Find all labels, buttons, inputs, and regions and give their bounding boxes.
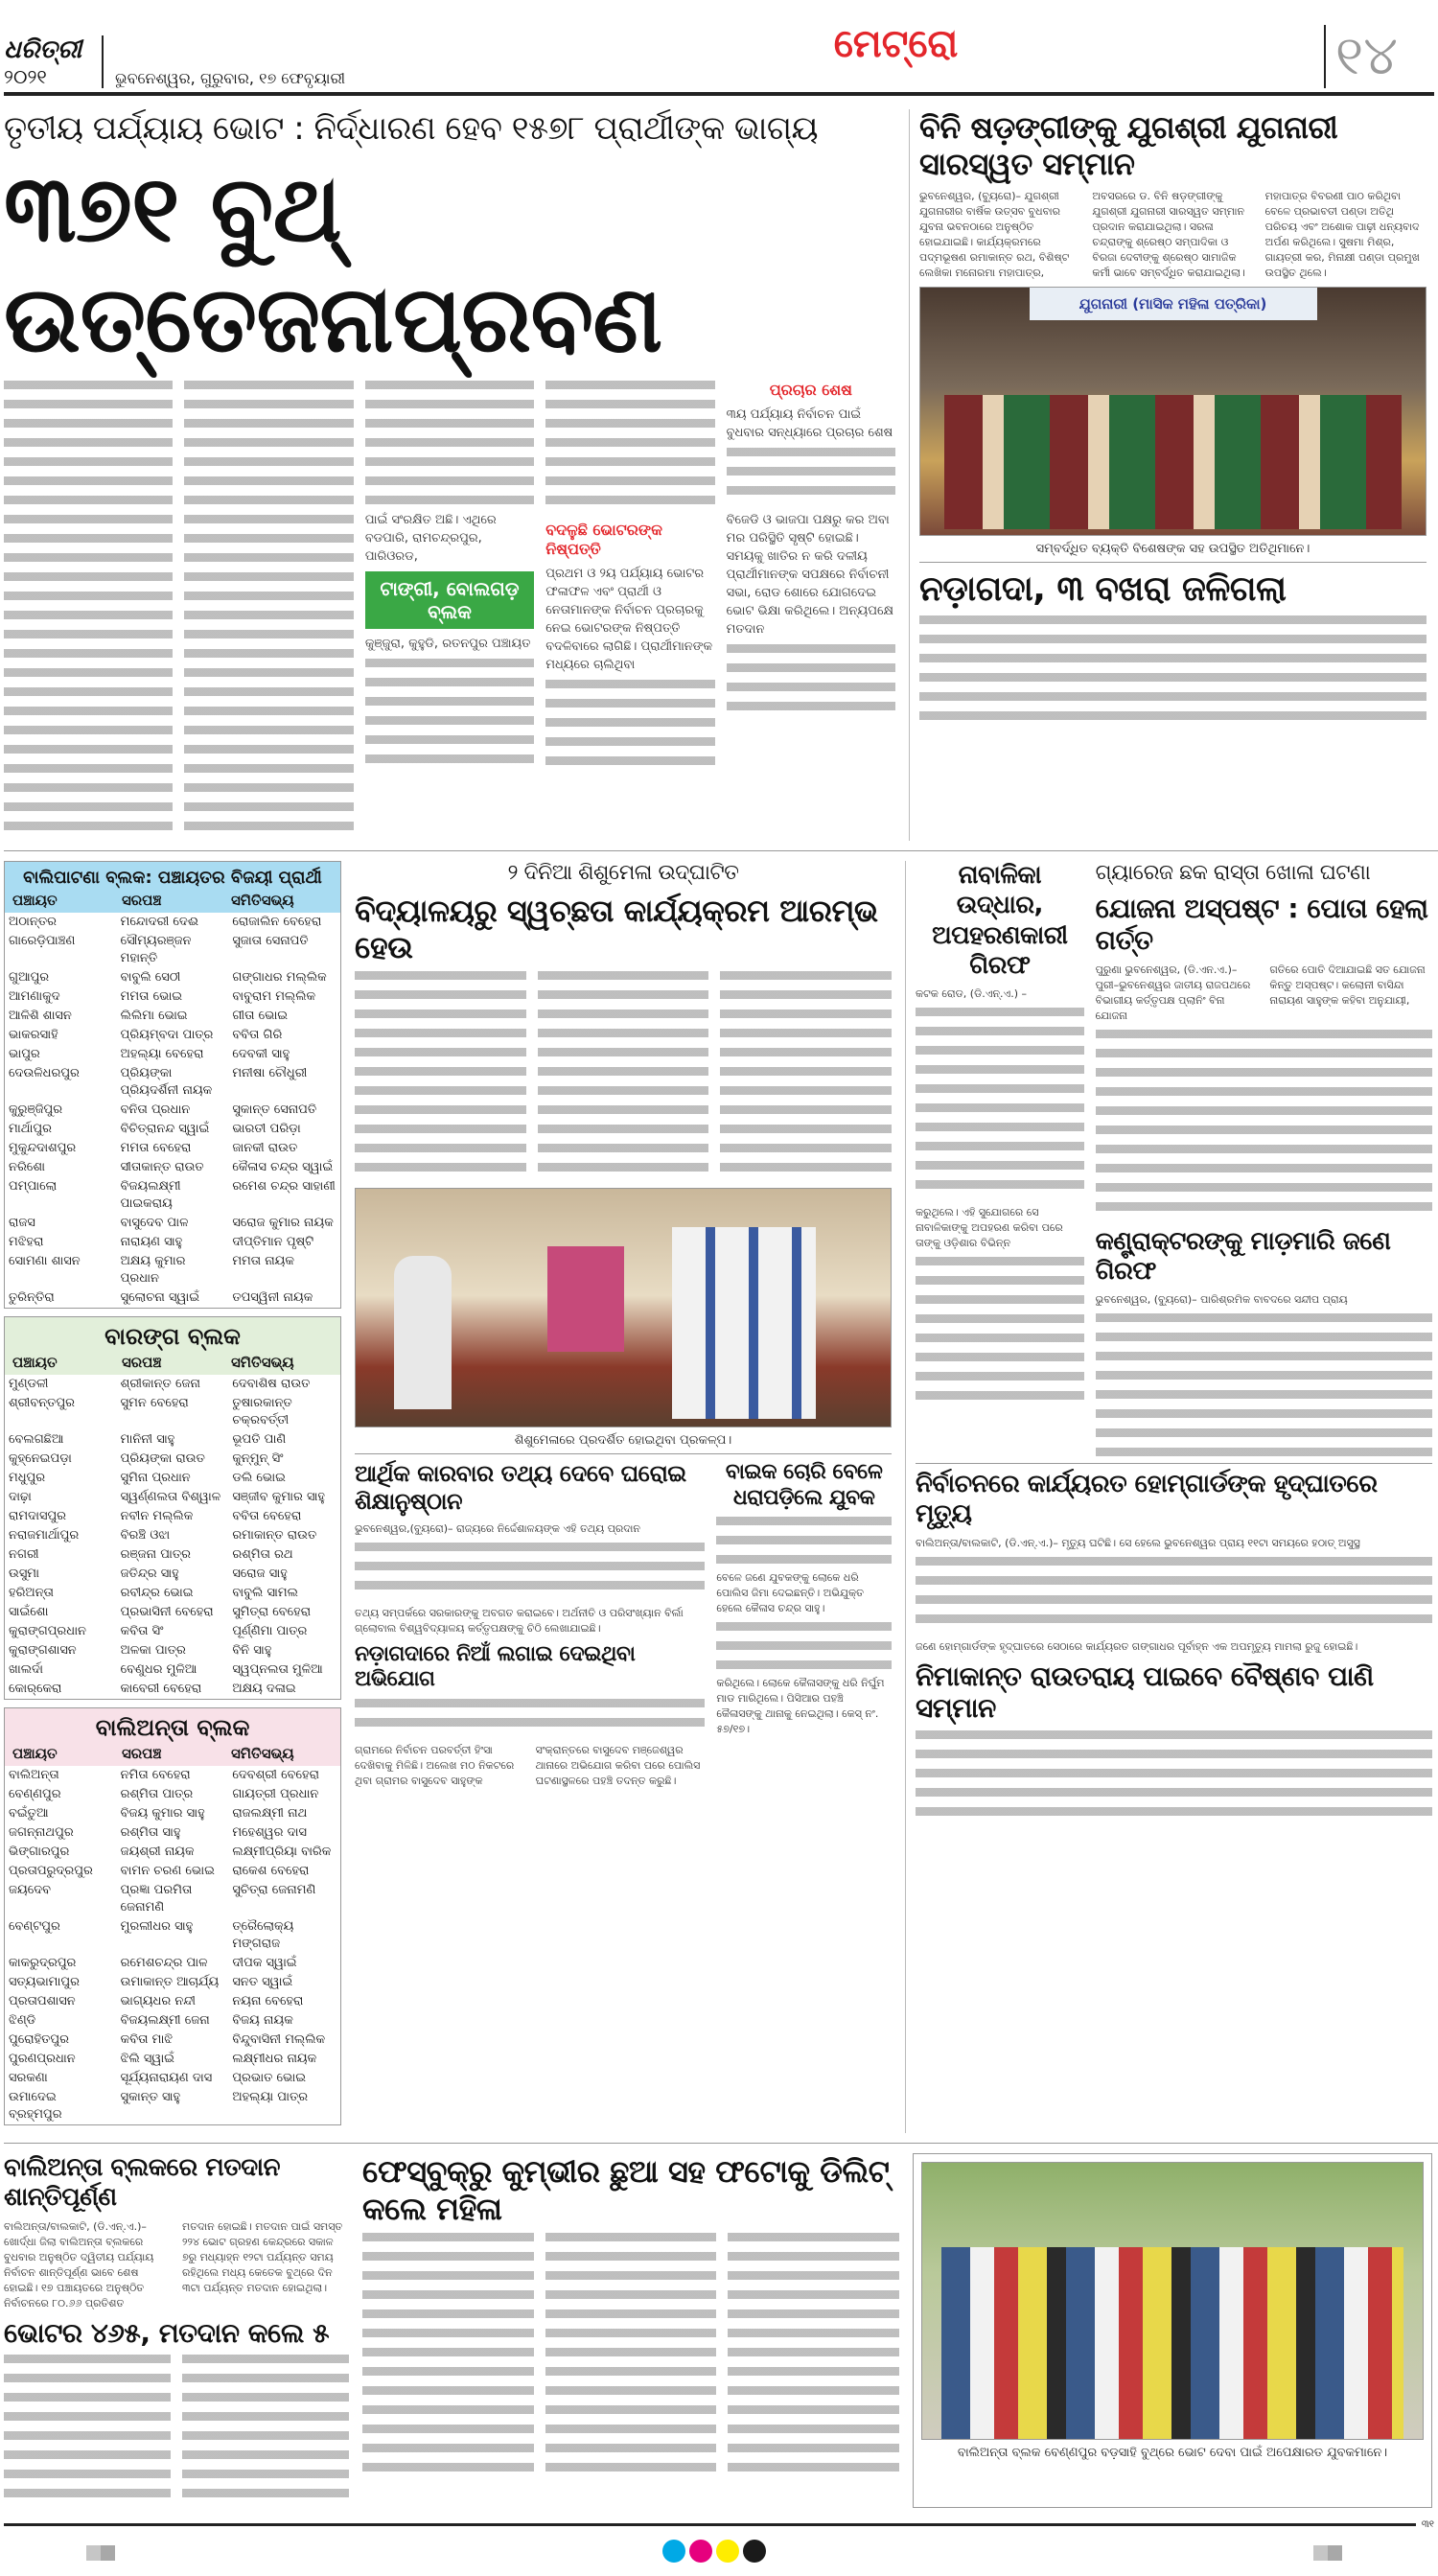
table-cell: ବଇଁତୁଆ bbox=[9, 1806, 49, 1822]
table-cell: ପ୍ରଜ୍ଞା ପରମିତା ଜେନାମଣି bbox=[120, 1883, 193, 1915]
column-header: ପଞ୍ଚାୟତ bbox=[12, 1354, 58, 1372]
table-cell: ଗାରେଡ଼ିପାଞ୍ଚଣ bbox=[9, 934, 76, 949]
table-cell: ଶ୍ରୀବନ୍ତପୁର bbox=[9, 1396, 76, 1411]
table-row bbox=[5, 1007, 340, 1026]
table-cell: ସୁମନ ବେହେରା bbox=[120, 1396, 189, 1411]
contractor-lead: ଭୁବନେଶ୍ୱର, (ବ୍ୟୁରୋ)– ପାରିଶ୍ରମିକ ବାବଦରେ ସନ୍ଦୀପ ପ୍ରାୟ bbox=[1095, 1293, 1348, 1307]
voters-photo-caption: ବାଲିଅନ୍ତା ବ୍ଲକ ବେଣ୍ଣପୁର ବଡ଼ସାହି ବୁଥ୍‌ରେ ଭୋଟ ଦେବା ପାଇଁ ଅପେକ୍ଷାରତ ଯୁବକମାନେ। bbox=[957, 2446, 1388, 2461]
award-story bbox=[909, 109, 1426, 841]
lead-paragraph: କୁଞ୍ଜୁରା, କୁହୁଡି, ରତନପୁର ପଞ୍ଚାୟତ bbox=[364, 637, 531, 652]
table-cell: ଦେବାଶିଷ ରାଉତ bbox=[232, 1377, 311, 1392]
table-row bbox=[5, 1252, 340, 1288]
table-row bbox=[5, 1488, 340, 1507]
bike-headline: ବାଇକ ଚୋରି ବେଳେ ଧରାପଡ଼ିଲେ ଯୁବକ bbox=[725, 1460, 883, 1510]
table-row bbox=[5, 1584, 340, 1603]
table-row bbox=[5, 2069, 340, 2088]
table-cell: ଅହଲ୍ୟା ବେହେରା bbox=[120, 1047, 204, 1062]
table-cell: ରମେଶଚନ୍ଦ୍ର ପାଳ bbox=[120, 1956, 208, 1971]
table-cell: ବିଜୟଲକ୍ଷ୍ମୀ ଜେନା bbox=[120, 2013, 210, 2029]
table-cell: ବିଜୟ ନାୟକ bbox=[232, 2013, 293, 2029]
table-row bbox=[5, 1917, 340, 1954]
table-cell: ରଶ୍ମିତା ପାତ୍ର bbox=[120, 1787, 194, 1802]
road-headline: ଯୋଜନା ଅସ୍ପଷ୍ଟ : ପୋତା ହେଲା ଗର୍ତ୍ତ bbox=[1095, 892, 1428, 957]
table-cell: ଭାରତୀ ପରିଡ଼ା bbox=[232, 1122, 301, 1137]
grey-mark bbox=[86, 2545, 115, 2561]
table-title: ବାଲିଅନ୍ତା ବ୍ଲକ bbox=[95, 1714, 250, 1742]
minor-headline: ନାବାଳିକା ଉଦ୍ଧାର, ଅପହରଣକାରୀ ଗିରଫ bbox=[932, 861, 1068, 980]
table-cell: କୁରାଙ୍ଗପ୍ରଧାନ bbox=[9, 1624, 86, 1639]
lead-kicker: ତୃତୀୟ ପର୍ଯ୍ୟାୟ ଭୋଟ : ନିର୍ଦ୍ଧାରଣ ହେବ ୧୫୭୮ ପ୍ରାର୍ଥୀଙ୍କ ଭାଗ୍ୟ bbox=[4, 109, 819, 148]
column-header: ସମିତିସଭ୍ୟ bbox=[231, 892, 294, 910]
section-title: ମେଟ୍ରୋ bbox=[833, 22, 959, 66]
award-photo-caption: ସମ୍ବର୍ଦ୍ଧିତ ବ୍ୟକ୍ତି ବିଶେଷଙ୍କ ସହ ଉପସ୍ଥିତ ଅତିଥିମାନେ। bbox=[1035, 541, 1310, 556]
table-cell: ରଶ୍ମିତା ରଥ bbox=[232, 1547, 293, 1563]
column-header: ସରପଞ୍ଚ bbox=[122, 1354, 162, 1372]
table-row bbox=[5, 1045, 340, 1064]
column-header: ପଞ୍ଚାୟତ bbox=[12, 1745, 58, 1763]
footer-rule bbox=[4, 2523, 1416, 2526]
table-cell: ଦେବକୀ ସାହୁ bbox=[232, 1047, 290, 1062]
table-cell: ମମତା ବେହେରା bbox=[120, 1141, 192, 1156]
table-cell: ପ୍ରିୟଙ୍କା ପ୍ରିୟଦର୍ଶିନୀ ନାୟକ bbox=[120, 1066, 213, 1099]
table-row bbox=[5, 1622, 340, 1641]
finance-lead: ଭୁବନେଶ୍ୱର,(ବ୍ୟୁରୋ)– ରାଜ୍ୟରେ ନିର୍ଦ୍ଦେଶାଳୟଙ୍କ ଏହି ତଥ୍ୟ ପ୍ରଦାନ bbox=[355, 1521, 640, 1535]
table-cell: ତ୍ରୈଲୋକ୍ୟ ମଙ୍ଗରାଜ bbox=[232, 1919, 294, 1952]
table-cell: ସୁମିତ୍ରା ବେହେରା bbox=[232, 1605, 312, 1620]
table-cell: ଜୟଦେବ bbox=[9, 1883, 52, 1898]
table-cell: ନରାଜମାର୍ଥାପୁର bbox=[9, 1528, 80, 1543]
table-row bbox=[5, 1430, 340, 1450]
table-cell: ମମତା ଭୋଇ bbox=[120, 989, 183, 1005]
table-row bbox=[5, 1545, 340, 1565]
homeguard-lead: ବାଲିଅନ୍ତା/ବାଲକାଟି, (ଡି.ଏନ୍.ଏ.)– ମୃତ୍ୟୁ ଘଟିଛି। ସେ ହେଲେ ଭୁବନେଶ୍ୱର ପ୍ରାୟ ୧୧ଟା ସମୟରେ ହଠାତ୍ ଅସୁସ୍ଥ bbox=[916, 1536, 1360, 1549]
table-cell: ମାର୍ଥାପୁର bbox=[9, 1122, 52, 1137]
table-cell: ସୀତାକାନ୍ତ ରାଉତ bbox=[120, 1160, 204, 1175]
table-row bbox=[5, 1214, 340, 1233]
table-cell: ରାକେଶ ବେହେରା bbox=[232, 1864, 310, 1879]
table-cell: ଉମାକାନ୍ତ ଆଚାର୍ଯ୍ୟ bbox=[120, 1975, 220, 1990]
masthead-logo-block bbox=[4, 35, 104, 88]
table-row bbox=[5, 1064, 340, 1101]
table-cell: ଦେଉଳିଧରପୁର bbox=[9, 1066, 80, 1081]
table-row bbox=[5, 1233, 340, 1252]
table-cell: ବେଣ୍ଟପୁର bbox=[9, 1919, 60, 1935]
voter-headline: ଭୋଟର ୪୬୫, ମତଦାନ କଲେ ୫ bbox=[4, 2316, 330, 2349]
table-row bbox=[5, 1565, 340, 1584]
facebook-column bbox=[362, 2153, 899, 2508]
table-cell: ଉସୁମା bbox=[9, 1566, 39, 1582]
table-cell: ଗୁଆପୁର bbox=[9, 970, 50, 986]
lead-paragraph: ୩ୟ ପର୍ଯ୍ୟାୟ ନିର୍ବାଚନ ପାଇଁ ବୁଧବାର ସନ୍ଧ୍ୟାରେ ପ୍ରଚାର ଶେଷ bbox=[726, 407, 893, 441]
table-cell: ଅକ୍ଷୟ ଦଳାଇ bbox=[232, 1682, 296, 1697]
award-photo bbox=[919, 287, 1426, 536]
table-row bbox=[5, 1603, 340, 1622]
table-cell: ସୂର୍ଯ୍ୟନାରାୟଣ ଦାସ bbox=[120, 2071, 213, 2086]
table-row bbox=[5, 1288, 340, 1308]
table-cell: ପୁରଣପ୍ରଧାନ bbox=[9, 2052, 76, 2067]
table-cell: ବବିତା ବେହେରା bbox=[232, 1509, 302, 1524]
award-body-col1: ଭୁବନେଶ୍ୱର, (ବ୍ୟୁରୋ)– ଯୁଗଶ୍ରୀ ଯୁଗନାରୀର ବାର୍ଷିକ ଉତ୍ସବ ବୁଧବାର ଯୁବନା ଭବନଠାରେ ଅନୁଷ୍ଠିତ ହୋଇଯାଇଛି। କାର୍ଯ୍ୟକ୍ରମରେ ପଦ୍ମଭୂଷଣ ରମାକାନ୍ତ ରଥ, ବିଶିଷ୍ଟ ଲେଖିକା ମନୋରମା ମହାପାତ୍ର, bbox=[919, 189, 1070, 279]
table-cell: ତୁଷାରକାନ୍ତ ଚକ୍ରବର୍ତ୍ତୀ bbox=[232, 1396, 292, 1428]
table-cell: ରଞ୍ଜନା ପାତ୍ର bbox=[120, 1547, 192, 1563]
column-header: ସମିତିସଭ୍ୟ bbox=[231, 1354, 294, 1372]
table-row bbox=[5, 1804, 340, 1823]
voters-queue-photo bbox=[921, 2162, 1424, 2440]
school-headline: ବିଦ୍ୟାଳୟରୁ ସ୍ୱଚ୍ଛତା କାର୍ଯ୍ୟକ୍ରମ ଆରମ୍ଭ ହେଉ bbox=[355, 892, 878, 965]
footer bbox=[4, 2519, 1434, 2530]
lead-body bbox=[4, 381, 895, 841]
table-cell: ତପସ୍ୱିନୀ ନାୟକ bbox=[232, 1290, 313, 1306]
table-cell: ସାଇଁଶୋ bbox=[9, 1605, 49, 1620]
table-cell: ସୁଜାତା ସେନାପତି bbox=[232, 934, 309, 949]
table-cell: ପ୍ରତାପରୁଦ୍ରପୁର bbox=[9, 1864, 93, 1879]
table-row bbox=[5, 1375, 340, 1394]
table-cell: ସୁକାନ୍ତ ସାହୁ bbox=[120, 2090, 181, 2105]
table-cell: ସତ୍ୟଭାମାପୁର bbox=[9, 1975, 80, 1990]
table-cell: ସୋମଣା ଶାସନ bbox=[9, 1254, 81, 1269]
table-row bbox=[5, 2088, 340, 2124]
table-cell: କାକରୁଦ୍ରପୁର bbox=[9, 1956, 77, 1971]
table-cell: ଆଳିଶି ଶାସନ bbox=[9, 1009, 72, 1024]
table-cell: ସ୍ୱପ୍ନଲତା ମୁଳିଆ bbox=[232, 1662, 323, 1678]
arson-end-col2: ସଂକ୍ରାନ୍ତରେ ବାସୁଦେବ ମଞ୍ଜେଶ୍ୱର ଥାନାରେ ଅଭିଯୋଗ କରିବା ପରେ ପୋଲିସ ଘଟଣାସ୍ଥଳରେ ପହଞ୍ଚି ତଦନ୍ତ କରୁଛି। bbox=[535, 1743, 701, 1787]
table-title: ବାଲିପାଟଣା ବ୍ଲକ: ପଞ୍ଚାୟତର ବିଜୟୀ ପ୍ରାର୍ଥୀ bbox=[23, 868, 322, 889]
arson-headline: ନଡ଼ାଗଦାରେ ନିଆଁ ଲଗାଇ ଦେଇଥିବା ଅଭିଯୋଗ bbox=[355, 1641, 636, 1692]
table-cell: କବିତା ସିଂ bbox=[120, 1624, 164, 1639]
school-photo-caption: ଶିଶୁମେଳାରେ ପ୍ରଦର୍ଶିତ ହୋଇଥିବା ପ୍ରକଳ୍ପ। bbox=[514, 1433, 732, 1449]
table-cell: ବିନି ସାହୁ bbox=[232, 1643, 272, 1659]
table-cell: ବାମନ ଚରଣ ଭୋଇ bbox=[120, 1864, 215, 1879]
table-cell: ଜୟଶ୍ରୀ ନାୟକ bbox=[120, 1845, 195, 1860]
table-cell: ସନତ ସ୍ୱାଇଁ bbox=[232, 1975, 293, 1990]
table-cell: ଦେବଶ୍ରୀ ବେହେରା bbox=[232, 1768, 319, 1783]
table-cell: ପମ୍ପାଲୋ bbox=[9, 1179, 58, 1195]
balianta-body-col1: ବାଲିଅନ୍ତା/ବାଲକାଟି, (ଡି.ଏନ୍.ଏ.)– ଖୋର୍ଦ୍ଧା ଜିଲା ବାଲିଅନ୍ତା ବ୍ଲକରେ ବୁଧବାର ଅନୁଷ୍ଠିତ ଦ୍ୱିତୀୟ ପର୍ଯ୍ୟାୟ ନିର୍ବାଚନ ଶାନ୍ତିପୂର୍ଣ୍ଣ ଭାବେ ଶେଷ ହୋଇଛି। ୧୭ ପଞ୍ଚାୟତରେ ଅନୁଷ୍ଠିତ ନିର୍ବାଚନରେ ୮୦.୬୬ ପ୍ରତିଶତ bbox=[4, 2219, 154, 2309]
table-cell: ଜଗନ୍ନାଥପୁର bbox=[9, 1825, 74, 1841]
table-row bbox=[5, 1862, 340, 1881]
school-kicker: ୨ ଦିନିଆ ଶିଶୁମେଳା ଉଦ୍‌ଘାଟିତ bbox=[507, 861, 739, 886]
table-cell: ଆମଣାକୁଦ bbox=[9, 989, 60, 1005]
table-cell: ମହେଶ୍ୱର ଦାସ bbox=[232, 1825, 307, 1841]
table-cell: ବେଲଗଛିଆ bbox=[9, 1432, 64, 1448]
table-cell: ରମାକାନ୍ତ ରାଉତ bbox=[232, 1528, 317, 1543]
award-body-col3: ମହାପାତ୍ର ବିବରଣୀ ପାଠ କରିଥିବା ବେଳେ ପ୍ରଭାବତୀ ପଣ୍ଡା ଅତିଥି ପରିଚୟ ଏବଂ ଅଶୋକ ପାଢ଼ୀ ଧନ୍ୟବାଦ ଅର୍ପଣ କରିଥିଲେ। ସୁଷମା ମିଶ୍ର, ଗାୟତ୍ରୀ କର, ମିନାକ୍ଷୀ ପଣ୍ଡା ପ୍ରମୁଖ ଉପସ୍ଥିତ ଥିଲେ। bbox=[1264, 189, 1420, 279]
table-row bbox=[5, 1680, 340, 1699]
table-cell: ସଞ୍ଜୀବ କୁମାର ସାହୁ bbox=[232, 1490, 326, 1505]
table-row bbox=[5, 1507, 340, 1526]
event-banner: ଯୁଗନାରୀ (ମାସିକ ମହିଳା ପତ୍ରିକା) bbox=[1030, 288, 1317, 320]
table-cell: ଝିଲି ସ୍ୱାଇଁ bbox=[120, 2052, 174, 2067]
column-header: ସରପଞ୍ଚ bbox=[122, 892, 162, 910]
road-kicker: ଗ୍ୟାରେଜ ଛକ ରାସ୍ତା ଖୋଳା ଘଟଣା bbox=[1095, 861, 1371, 886]
bike-body: କରିଥିଲେ। ଲୋକେ କୈଳାସଙ୍କୁ ଧରି ନିର୍ଘୁମ ମାଡ ମାରିଥିଲେ। ପିସିଆର ପହଞ୍ଚି କୈଳାସଙ୍କୁ ଥାନାକୁ ନେଇଥିଲା। କେସ୍ ନଂ. ୫୭/୧୭। bbox=[716, 1677, 885, 1736]
table-cell: ବିନ୍ଦୁବାସିନୀ ମଲ୍ଲିକ bbox=[232, 2032, 326, 2048]
table-cell: ଅଳକା ପାତ୍ର bbox=[120, 1643, 186, 1659]
voters-photo-box bbox=[913, 2153, 1432, 2508]
table-cell: ଲିଲିମା ଭୋଇ bbox=[120, 1009, 188, 1024]
table-row bbox=[5, 987, 340, 1007]
table-cell: ଭିଙ୍ଗାରପୁର bbox=[9, 1845, 70, 1860]
footer-code: ୩୧ bbox=[1421, 2519, 1434, 2531]
table-cell: ସୌମ୍ୟରଞ୍ଜନ ମହାନ୍ତି bbox=[120, 934, 192, 966]
table-cell: କୁହ୍ନେଇପଡ଼ା bbox=[9, 1451, 72, 1467]
fire-headline: ନଡ଼ାଗଦା, ୩ ବଖରା ଜଳିଗଲା bbox=[919, 569, 1287, 609]
table-row bbox=[5, 1394, 340, 1430]
finance-end: ତଥ୍ୟ ସମ୍ପର୍କରେ ସରକାରଙ୍କୁ ଅବଗତ କରାଇବେ। ଅର୍ଥନୀତି ଓ ପରିସଂଖ୍ୟାନ ବିର୍ଲା ଗ୍ଲୋବାଲ ବିଶ୍ୱବିଦ୍ୟାଳୟ କର୍ତ୍ତୃପକ୍ଷଙ୍କୁ ଚିଠି ଲେଖାଯାଇଛି। bbox=[355, 1606, 684, 1635]
table-cell: ସ୍ୱର୍ଣ୍ଣଲତା ବିଶ୍ୱାଳ bbox=[120, 1490, 221, 1505]
table-cell: ବବିତା ଗିରି bbox=[232, 1028, 283, 1043]
balianta-column bbox=[4, 2153, 349, 2508]
grey-mark bbox=[1313, 2545, 1342, 2561]
table-cell: ଅହଲ୍ୟା ପାତ୍ର bbox=[232, 2090, 309, 2105]
table-cell: କୋର୍‌କେରା bbox=[9, 1682, 62, 1697]
table-cell: ଲକ୍ଷ୍ମୀଧର ନାୟକ bbox=[232, 2052, 317, 2067]
column-header: ସମିତିସଭ୍ୟ bbox=[231, 1745, 294, 1763]
table-cell: କୈଳାସ ଚନ୍ଦ୍ର ସ୍ୱାଇଁ bbox=[232, 1160, 334, 1175]
table-cell: ଶ୍ରୀକାନ୍ତ ଜେନା bbox=[120, 1377, 200, 1392]
table-cell: ମନୀଷା ଚୌଧୁରୀ bbox=[232, 1066, 308, 1081]
column-header: ସରପଞ୍ଚ bbox=[122, 1745, 162, 1763]
table-row bbox=[5, 1526, 340, 1545]
table-cell: କୁରାଙ୍ଗଶାସନ bbox=[9, 1643, 77, 1659]
table-cell: ଅକ୍ଷୟ କୁମାର ପ୍ରଧାନ bbox=[120, 1254, 186, 1287]
school-column bbox=[355, 861, 892, 2133]
table-cell: ରାଜସ bbox=[9, 1216, 35, 1231]
table-cell: ବାବୁରାମ ମଲ୍ଲିକ bbox=[232, 989, 316, 1005]
table-row bbox=[5, 1120, 340, 1139]
section-label-tangi: ଟାଙ୍ଗୀ, ବୋଲଗଡ଼ ବ୍ଲକ bbox=[365, 571, 534, 629]
table-cell: ସରୋଜ କୁମାର ନାୟକ bbox=[232, 1216, 334, 1231]
minor-lead: କଟକ ରୋଡ, (ଡି.ଏନ୍.ଏ.) – bbox=[916, 986, 1028, 1000]
table-cell: କୁନ୍‌ମୁନ୍ ସିଂ bbox=[232, 1451, 284, 1467]
table-cell: ନଗରୀ bbox=[9, 1547, 39, 1563]
table-cell: ସୁଚିତ୍ରା ଜେନାମଣି bbox=[232, 1883, 316, 1898]
table-cell: ରବୀନ୍ଦ୍ର ଭୋଇ bbox=[120, 1586, 194, 1601]
table-cell: ସରକଣା bbox=[9, 2071, 48, 2086]
winners-tables bbox=[4, 861, 341, 2133]
award-headline: ବିନି ଷଡ଼ଙ୍ଗୀଙ୍କୁ ଯୁଗଶ୍ରୀ ଯୁଗନାରୀ ସାରସ୍ୱତ ସମ୍ମାନ bbox=[919, 109, 1338, 183]
table-cell: ଦୀପକ ସ୍ୱାଇଁ bbox=[232, 1956, 297, 1971]
table-cell: ରୋଜାଲିନ ବେହେରା bbox=[232, 915, 322, 930]
table-row bbox=[5, 1823, 340, 1843]
table-cell: ପ୍ରିୟଙ୍କା ରାଉତ bbox=[120, 1451, 205, 1467]
table-row bbox=[5, 968, 340, 987]
column-header: ପଞ୍ଚାୟତ bbox=[12, 892, 58, 910]
table-row bbox=[5, 1785, 340, 1804]
table-cell: ତୁରିନ୍ତିରା bbox=[9, 1290, 55, 1306]
winners-table bbox=[4, 1707, 341, 2125]
table-title: ବାରଙ୍ଗ ବ୍ଲକ bbox=[104, 1323, 241, 1351]
table-row bbox=[5, 1450, 340, 1469]
arson-end-col1: ଗ୍ରାମରେ ନିର୍ବାଚନ ପରବର୍ତ୍ତୀ ହିଂସା ଦେଖିବାକୁ ମିଳିଛି। ଅଲେଖ ମଠ ନିକଟରେ ଥିବା ଗ୍ରାମର ବାସୁଦେବ ସାହୁଙ୍କ bbox=[355, 1743, 515, 1787]
registration-marks bbox=[0, 2530, 1438, 2576]
table-cell: ପ୍ରଭାତ ଭୋଇ bbox=[232, 2071, 307, 2086]
table-cell: ଭାପୁର bbox=[9, 1047, 40, 1062]
table-cell: ବାବୁଲି ସେଠୀ bbox=[120, 970, 181, 986]
vaishnav-award-headline: ନିମାକାନ୍ତ ରାଉତରାୟ ପାଇବେ ବୈଷ୍ଣବ ପାଣି ସମ୍ମାନ bbox=[916, 1659, 1374, 1725]
table-cell: ହରିଅନ୍ତା bbox=[9, 1586, 54, 1601]
table-cell: ପ୍ରତାପଶାସନ bbox=[9, 1994, 76, 2009]
masthead-year: ୨୦୨୧ bbox=[4, 65, 47, 88]
table-cell: ମମତା ନାୟକ bbox=[232, 1254, 295, 1269]
table-cell: ମୁକୁନ୍ଦଦାଶପୁର bbox=[9, 1141, 77, 1156]
table-cell: ଖାଲର୍ଦା bbox=[9, 1662, 43, 1678]
table-row bbox=[5, 2050, 340, 2069]
subhead-campaign-end: ପ୍ରଚାର ଶେଷ bbox=[769, 381, 852, 400]
table-cell: ଦାଢ଼ା bbox=[9, 1490, 32, 1505]
table-row bbox=[5, 1026, 340, 1045]
table-cell: ରମେଶ ଚନ୍ଦ୍ର ସାହାଣୀ bbox=[232, 1179, 336, 1195]
table-cell: ପ୍ରଭାସିନୀ ବେହେରା bbox=[120, 1605, 214, 1620]
table-cell: ଗଙ୍ଗାଧର ମଲ୍ଲିକ bbox=[232, 970, 327, 986]
table-cell: ମଝିହରା bbox=[9, 1235, 44, 1250]
table-row bbox=[5, 1881, 340, 1917]
table-cell: ବିରଞ୍ଚି ଓଝା bbox=[120, 1528, 171, 1543]
table-cell: ଡଲି ଭୋଇ bbox=[232, 1471, 286, 1486]
table-row bbox=[5, 1992, 340, 2011]
winners-table bbox=[4, 861, 341, 1309]
table-cell: ଗୀତା ଭୋଇ bbox=[232, 1009, 289, 1024]
table-row bbox=[5, 1177, 340, 1214]
table-cell: କବିତା ମାଝି bbox=[120, 2032, 174, 2048]
table-cell: ବାସୁଦେବ ପାଳ bbox=[120, 1216, 189, 1231]
table-cell: ବିଜୟ କୁମାର ସାହୁ bbox=[120, 1806, 205, 1822]
table-cell: ମୁଣ୍ଡଳୀ bbox=[9, 1377, 49, 1392]
table-row bbox=[5, 1469, 340, 1488]
table-row bbox=[5, 1660, 340, 1680]
table-cell: ସରୋଜ ସାହୁ bbox=[232, 1566, 288, 1582]
table-cell: କାବେରୀ ବେହେରା bbox=[120, 1682, 202, 1697]
table-cell: ବାବୁଲି ସାମଲ bbox=[232, 1586, 298, 1601]
award-body-col2: ଅବସରରେ ଡ. ବିନି ଷଡ଼ଙ୍ଗୀଙ୍କୁ ଯୁଗଶ୍ରୀ ଯୁଗନାରୀ ସାରସ୍ୱତ ସମ୍ମାନ ପ୍ରଦାନ କରାଯାଇଥିଲା। ସରଳା ଚନ୍ଦ୍ରାଙ୍କୁ ଶ୍ରେଷ୍ଠ ସମ୍ପାଦିକା ଓ ବିରଜା ଦେବୀଙ୍କୁ ଶ୍ରେଷ୍ଠ ସାମାଜିକ କର୍ମୀ ଭାବେ ସମ୍ବର୍ଦ୍ଧିତ କରାଯାଇଥିଲା। bbox=[1092, 189, 1245, 279]
table-cell: ଭାଗ୍ୟଧର ନନ୍ଦୀ bbox=[120, 1994, 196, 2009]
balianta-headline: ବାଲିଅନ୍ତା ବ୍ଲକରେ ମତଦାନ ଶାନ୍ତିପୂର୍ଣ୍ଣ bbox=[4, 2153, 280, 2213]
homeguard-end: ଜଣେ ହୋମ୍‌ଗାର୍ଡଙ୍କ ହୃଦ୍‌ଘାତରେ ସେଠାରେ କାର୍ଯ୍ୟରତ ଗଙ୍ଗାଧର ପୂର୍ବାହ୍ନ ଏକ ଅପମୃତ୍ୟୁ ମାମଲା ରୁଜୁ ହୋଇଛି। bbox=[916, 1639, 1358, 1653]
table-cell: ନାରାୟଣ ସାହୁ bbox=[120, 1235, 183, 1250]
masthead-logo: ଧରିତ୍ରୀ bbox=[4, 35, 82, 64]
lead-paragraph: ପ୍ରଥମ ଓ ୨ୟ ପର୍ଯ୍ୟାୟ ଭୋଟର ଫଳାଫଳ ଏବଂ ପ୍ରାର୍ଥୀ ଓ ନେତାମାନଙ୍କ ନିର୍ବାଚନ ପ୍ରଚାରକୁ ନେଇ ଭୋଟରଙ୍କ ନିଷ୍ପତ୍ତି ବଦଳିବାରେ ଲାଗିଛି। ପ୍ରାର୍ଥୀମାନଙ୍କ ମଧ୍ୟରେ ଚାଲିଥିବା bbox=[545, 567, 713, 673]
lead-paragraph: ବିଜେଡି ଓ ଭାଜପା ପକ୍ଷରୁ କର ଅବା ମର ପରିସ୍ଥିତି ସୃଷ୍ଟି ହୋଇଛି। ସମୟକୁ ଖାତିର ନ କରି ଦଳୀୟ ପ୍ରାର୍ଥୀମାନଙ୍କ ସପକ୍ଷରେ ନିର୍ବାଚନୀ ସଭା, ରୋଡ ଶୋରେ ଯୋଗଦେଇ ଭୋଟ ଭିକ୍ଷା କରିଥିଲେ। ଅନ୍ୟପକ୍ଷେ ମତଦାନ bbox=[726, 513, 893, 638]
masthead bbox=[4, 0, 1434, 96]
table-row bbox=[5, 1641, 340, 1660]
page-number: ୧୪ bbox=[1324, 25, 1434, 88]
table-cell: ପ୍ରିୟମ୍ବଦା ପାତ୍ର bbox=[120, 1028, 214, 1043]
table-row bbox=[5, 2011, 340, 2031]
table-cell: ମାନିନୀ ସାହୁ bbox=[120, 1432, 175, 1448]
table-row bbox=[5, 1158, 340, 1177]
lead-headline: ୩୭୧ ବୁଥ୍ ଉତ୍ତେଜନାପ୍ରବଣ bbox=[4, 154, 662, 373]
minor-body: କରୁଥିଲେ। ଏହି ସୁଯୋଗରେ ସେ ନାବାଳିକାଙ୍କୁ ଅପହରଣ କରିବା ପରେ ତାଙ୍କୁ ଓଡ଼ିଶାର ବିଭିନ୍ନ bbox=[916, 1205, 1063, 1249]
table-cell: ମଧୁପୁର bbox=[9, 1471, 46, 1486]
table-row bbox=[5, 1101, 340, 1120]
table-cell: ବନିତା ପ୍ରଧାନ bbox=[120, 1102, 191, 1118]
table-cell: ଭୂପତି ପାଣି bbox=[232, 1432, 287, 1448]
table-cell: ଜତିନ୍ଦ୍ର ସାହୁ bbox=[120, 1566, 179, 1582]
right-column bbox=[905, 861, 1432, 2133]
lead-paragraph: ପାଇଁ ସଂରକ୍ଷିତ ଅଛି। ଏଥିରେ ବଡପାରି, ରାମଚନ୍ଦ୍ରପୁର, ପାରିଓରଡ, bbox=[364, 513, 497, 565]
table-cell: ନୟନା ବେହେରା bbox=[232, 1994, 304, 2009]
facebook-headline: ଫେସ୍‌ବୁକ୍‌ରୁ କୁମ୍ଭୀର ଛୁଆ ସହ ଫଟୋକୁ ଡିଲିଟ୍ କଲେ ମହିଳା bbox=[362, 2153, 890, 2227]
homeguard-headline: ନିର୍ବାଚନରେ କାର୍ଯ୍ୟରତ ହୋମ୍‌ଗାର୍ଡଙ୍କ ହୃଦ୍‌ଘାତରେ ମୃତ୍ୟୁ bbox=[916, 1470, 1378, 1529]
table-cell: ଜାନକୀ ରାଉତ bbox=[232, 1141, 298, 1156]
table-cell: ଝିଣ୍ଡି bbox=[9, 2013, 36, 2029]
bike-body: ବେଳେ ଜଣେ ଯୁବକଙ୍କୁ ଲୋକେ ଧରି ପୋଲିସ ଜିମା ଦେଇଛନ୍ତି। ଅଭିଯୁକ୍ତ ହେଲେ କୈଳାସ ଚନ୍ଦ୍ର ସାହୁ। bbox=[716, 1571, 864, 1615]
finance-headline: ଆର୍ଥିକ କାରବାର ତଥ୍ୟ ଦେବେ ଘରୋଇ ଶିକ୍ଷାନୁଷ୍ଠାନ bbox=[355, 1460, 686, 1516]
table-cell: ବେଣ୍ଣପୁର bbox=[9, 1787, 61, 1802]
table-cell: ସୁଲୋଚନା ସ୍ୱାଇଁ bbox=[120, 1290, 200, 1306]
contractor-headline: କଣ୍ଟ୍ରାକ୍ଟରଙ୍କୁ ମାଡ଼ମାରି ଜଣେ ଗିରଫ bbox=[1095, 1226, 1391, 1286]
table-cell: ପୂର୍ଣ୍ଣିମା ପାତ୍ର bbox=[232, 1624, 308, 1639]
table-row bbox=[5, 1843, 340, 1862]
winners-table bbox=[4, 1316, 341, 1700]
table-cell: ନବୀନ ମଲ୍ଲିକ bbox=[120, 1509, 194, 1524]
table-cell: ନରିଶୋ bbox=[9, 1160, 45, 1175]
subhead-voter-decision: ବଦଳୁଛି ଭୋଟରଙ୍କ ନିଷ୍ପତ୍ତି bbox=[545, 521, 662, 559]
table-row bbox=[5, 1973, 340, 1992]
balianta-body-col2: ମତଦାନ ହୋଇଛି। ମତଦାନ ପାଇଁ ସମସ୍ତ ୨୨୪ ଭୋଟ ଗ୍ରହଣ କେନ୍ଦ୍ରରେ ସକାଳ ୭ରୁ ମଧ୍ୟାହ୍ନ ୧୨ଟା ପର୍ଯ୍ୟନ୍ତ ସମୟ ରହିଥିଲେ ମଧ୍ୟ କେତେକ ବୁଥ୍‌ରେ ଦିନ ୩ଟା ପର୍ଯ୍ୟନ୍ତ ମତଦାନ ହୋଇଥିଲା। bbox=[182, 2219, 343, 2294]
table-cell: ସୁମିନା ପ୍ରଧାନ bbox=[120, 1471, 191, 1486]
table-cell: ପୁରୋହିତପୁର bbox=[9, 2032, 69, 2048]
table-cell: ବାଲିଅନ୍ତା bbox=[9, 1768, 59, 1783]
school-exhibit-photo bbox=[355, 1188, 892, 1427]
table-cell: ରଶ୍ମିତା ସାହୁ bbox=[120, 1825, 181, 1841]
table-cell: ଅଠାନ୍ତର bbox=[9, 915, 57, 930]
table-row bbox=[5, 1954, 340, 1973]
dateline: ଭୁବନେଶ୍ୱର, ଗୁରୁବାର, ୧୭ ଫେବୃୟାରୀ bbox=[115, 69, 346, 87]
table-cell: ବିଜୟଲକ୍ଷ୍ମୀ ପାଇକରାୟ bbox=[120, 1179, 181, 1212]
table-cell: ଦୀପ୍ତିମାନ ପୃଷ୍ଟି bbox=[232, 1235, 314, 1250]
table-cell: ଭାକରସାହି bbox=[9, 1028, 58, 1043]
table-cell: ସୁକାନ୍ତ ସେନାପତି bbox=[232, 1102, 317, 1118]
table-cell: ବିଚିତ୍ରାନନ୍ଦ ସ୍ୱାଇଁ bbox=[120, 1122, 210, 1137]
table-row bbox=[5, 913, 340, 932]
table-cell: କୁରୁଞ୍ଜିପୁର bbox=[9, 1102, 63, 1118]
table-row bbox=[5, 2031, 340, 2050]
table-cell: ମନ୍ଦୋଦରୀ ଦେଈ bbox=[120, 915, 199, 930]
table-cell: ନମିତା ବେହେରା bbox=[120, 1768, 191, 1783]
table-cell: ବେଣୁଧର ମୁଳିଆ bbox=[120, 1662, 197, 1678]
road-body-col1: ପୁରୁଣା ଭୁବନେଶ୍ୱର, (ଡି.ଏନ.ଏ.)– ପୁରୀ–ଭୁବନେଶ୍ୱର ଜାତୀୟ ରାଜପଥରେ ବିଭାଗୀୟ କର୍ତ୍ତୃପକ୍ଷ ପ୍ଲାନିଂ ବିନା ଯୋଜନା bbox=[1095, 963, 1251, 1022]
table-cell: ମୁରଲୀଧର ସାହୁ bbox=[120, 1919, 194, 1935]
table-cell: ଉମାଦେଇ ବ୍ରହ୍ମପୁର bbox=[9, 2090, 62, 2123]
table-cell: ରାଜଲକ୍ଷ୍ମୀ ନାଥ bbox=[232, 1806, 308, 1822]
table-cell: ଲକ୍ଷ୍ମୀପ୍ରିୟା ବାରିକ bbox=[232, 1845, 332, 1860]
table-row bbox=[5, 1766, 340, 1785]
table-row bbox=[5, 932, 340, 968]
table-cell: ରାମଦାସପୁର bbox=[9, 1509, 67, 1524]
lead-story bbox=[4, 109, 895, 841]
road-body-col2: ଗତିରେ ପୋତି ଦିଆଯାଇଛି ସତ ଯୋଜନା କିନ୍ତୁ ଅସ୍ପଷ୍ଟ। କଲୋନୀ ବାସିନ୍ଦା ନାରାୟଣ ସାହୁଙ୍କ କହିବା ଅନୁଯାୟୀ, bbox=[1269, 963, 1426, 1007]
table-cell: ଗାୟତ୍ରୀ ପ୍ରଧାନ bbox=[232, 1787, 319, 1802]
table-row bbox=[5, 1139, 340, 1158]
